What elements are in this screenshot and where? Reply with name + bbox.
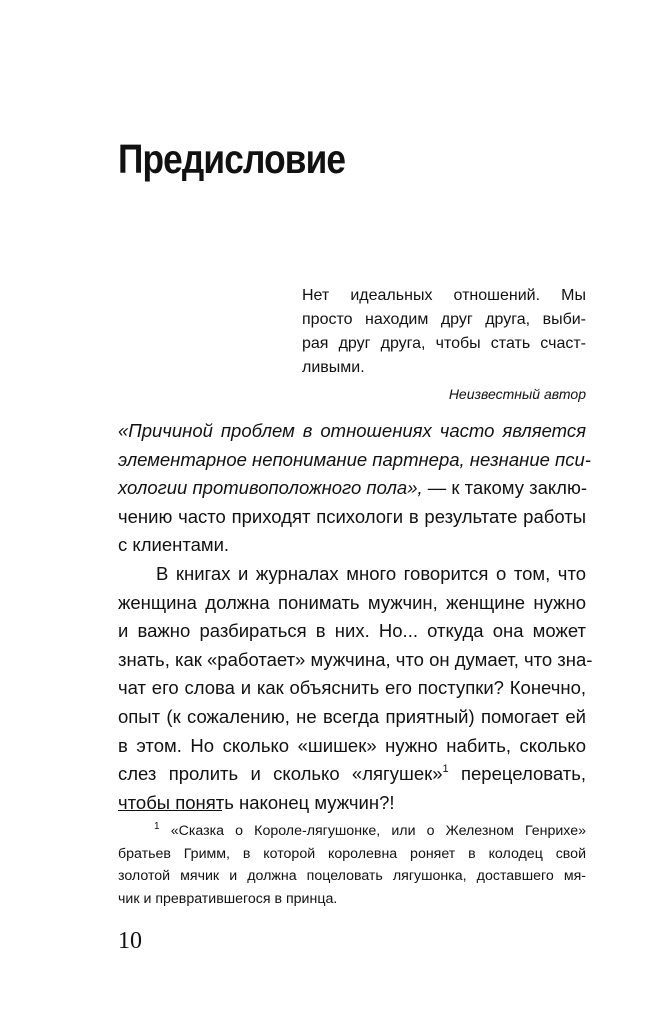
page-number: 10 [118,928,142,954]
footnote-line-text: «Сказка о Короле-лягушонке, или о Железном Генрихе» [159,823,586,839]
footnote [118,820,586,910]
text-line: чат его слова и как объяснить его поступки? Конечно, [118,677,586,699]
footnote-divider [118,810,222,811]
footnote-marker: 1 [154,821,160,832]
text-line-italic-part: хологии противоположного пола», [118,477,423,499]
text-line: в этом. Но сколько «шишек» нужно набить, сколько [118,734,586,756]
body-text [118,417,593,817]
epigraph-line: рая друг друга, чтобы стать счаст- [302,335,586,352]
text-line: элементарное непонимание партнера, незнание пси- [118,448,591,470]
text-line: опыт (к сожалению, не всегда приятный) помогает ей [118,705,586,727]
text-line-rest: — к такому заклю- [422,477,588,499]
text-line [118,760,586,789]
text-line-part: слез пролить и сколько «лягушек» [118,763,443,785]
footnote-line: золотой мячик и должна поцеловать лягушонка, доставшего мя- [118,868,586,884]
text-line-part: перецеловать, [448,763,586,785]
text-line: женщина должна понимать мужчин, женщине нужно [118,591,586,613]
epigraph-author: Неизвестный автор [448,386,586,402]
paragraph-2 [118,560,593,817]
text-line: «Причиной проблем в отношениях часто является [118,420,586,441]
footnote-line: братьев Гримм, в которой королевна роняет в колодец свой [118,845,586,862]
text-line [118,474,586,503]
text-line: знать, как «работает» мужчина, что он думает, что зна- [118,648,593,670]
chapter-title: Предисловие [118,136,346,182]
text-line: и важно разбираться в них. Но... откуда она может [118,620,586,642]
text-line: с клиентами. [118,534,230,556]
epigraph-line: ливыми. [302,359,365,376]
epigraph-line: Нет идеальных отношений. Мы [302,287,586,304]
epigraph [302,284,586,404]
text-line: чтобы понять наконец мужчин?! [118,791,395,813]
text-line: чению часто приходят психологи в результате работы [118,505,586,527]
paragraph-1 [118,417,591,560]
epigraph-line: просто находим друг друга, выби- [302,311,586,328]
footnote-line [118,820,586,843]
footnote-reference[interactable]: 1 [442,763,449,776]
text-line: В книгах и журналах много говорится о том, что [156,562,586,584]
footnote-line: чик и превратившегося в принца. [118,890,338,907]
